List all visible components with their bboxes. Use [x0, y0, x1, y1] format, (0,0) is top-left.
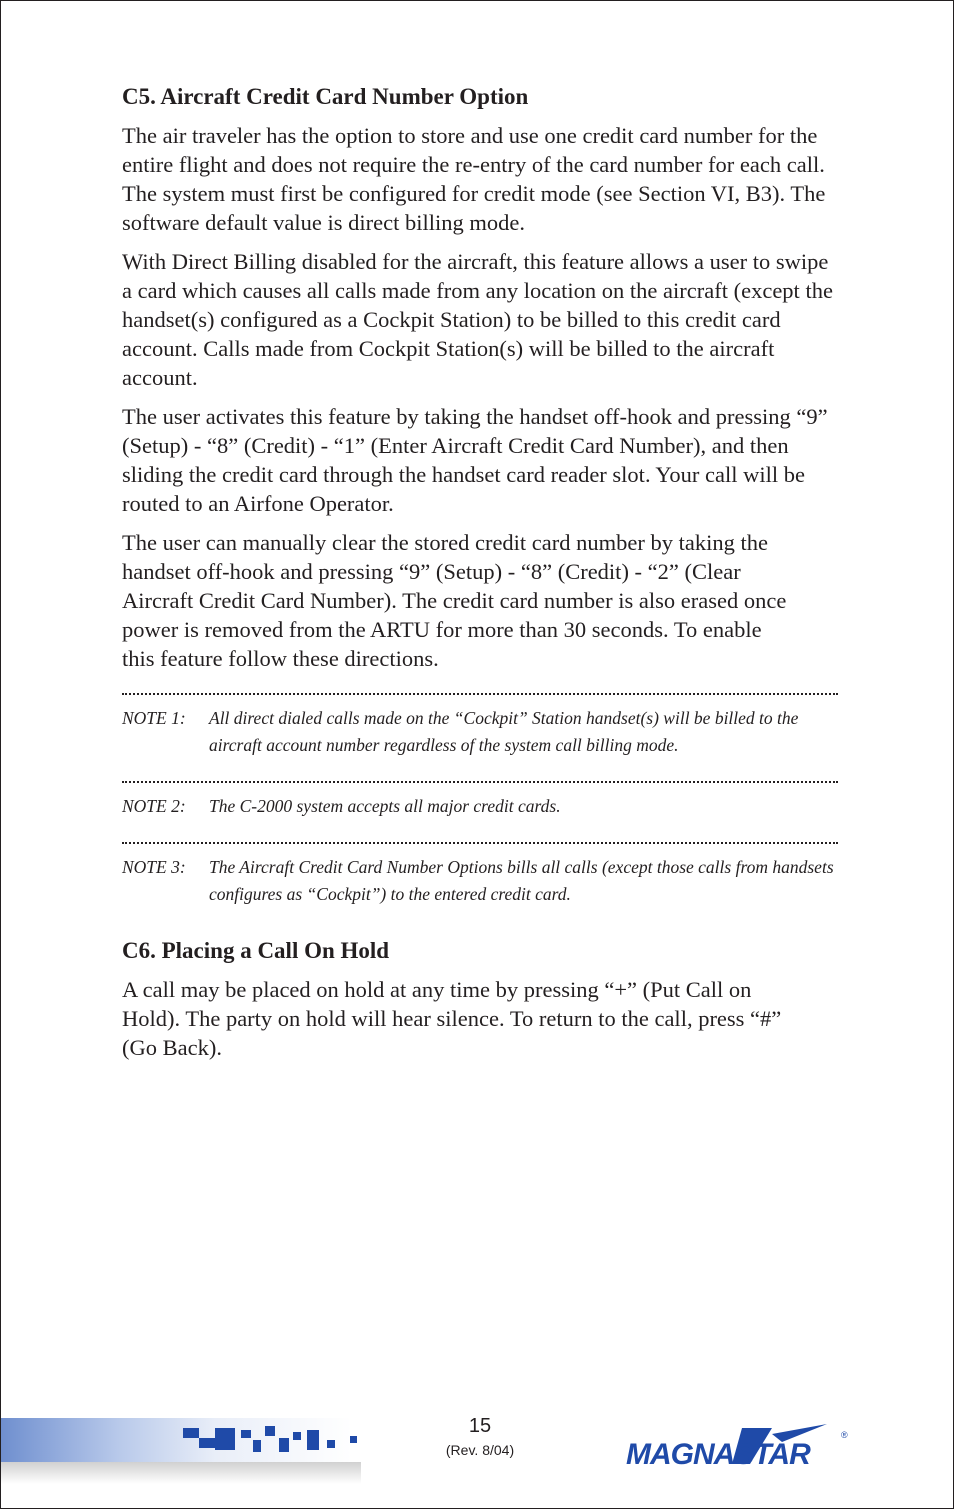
logo-wordmark: MAGNASTAR [626, 1438, 810, 1471]
dotted-divider [122, 781, 838, 783]
note-3-label: NOTE 3: [122, 857, 186, 877]
revision-date: (Rev. 8/04) [445, 1442, 515, 1458]
note-2-label: NOTE 2: [122, 796, 186, 816]
c5-paragraph-2: With Direct Billing disabled for the aircraft, this feature allows a user to swipe a card which causes all calls made from any location on the aircraft (except the handset(s) configured as a Cockpit Station) to be billed to this credit card account. Calls made from Cockpit Station(s) will be billed to the aircraft account. [122, 249, 833, 390]
dotted-divider [122, 693, 838, 695]
page-number: 15 [468, 1415, 492, 1437]
note-2-text: The C-2000 system accepts all major credit cards. [209, 796, 561, 816]
dotted-divider [122, 842, 838, 844]
note-1 [122, 705, 838, 759]
footer-bar-shadow [1, 1462, 361, 1484]
note-3-text: The Aircraft Credit Card Number Options bills all calls (except those calls from handsets configures as “Cockpit”) to the entered credit card. [209, 857, 834, 904]
section-c6-heading: C6. Placing a Call On Hold [122, 938, 390, 963]
page-content [122, 82, 838, 1072]
c5-paragraph-1: The air traveler has the option to store and use one credit card number for the entire flight and does not require the re-entry of the card number for each call. The system must first be configured for credit mode (see Section VI, B3). The software default value is direct billing mode. [122, 123, 826, 235]
c6-paragraph: A call may be placed on hold at any time by pressing “+” (Put Call on Hold). The party on hold will hear silence. To return to the call, press “#” (Go Back). [122, 977, 782, 1060]
note-3 [122, 854, 838, 908]
magnastar-logo [622, 1420, 852, 1476]
registered-mark: ® [841, 1430, 848, 1440]
note-2 [122, 793, 838, 820]
c5-paragraph-4: The user can manually clear the stored credit card number by taking the handset off-hook and pressing “9” (Setup) - “8” (Credit) - “2” (Clear Aircraft Credit Card Number). The credit card number is also erased once power is removed from the ARTU for more than 30 seconds. To enable this feature follow these directions. [122, 530, 787, 671]
note-1-text: All direct dialed calls made on the “Cockpit” Station handset(s) will be billed to the aircraft account number regardless of the system call billing mode. [209, 708, 799, 755]
section-c5-heading: C5. Aircraft Credit Card Number Option [122, 84, 529, 109]
note-1-label: NOTE 1: [122, 708, 186, 728]
c5-paragraph-3: The user activates this feature by taking the handset off-hook and pressing “9” (Setup) - “8” (Credit) - “1” (Enter Aircraft Credit Card Number), and then sliding the credit card through the handset card reader slot. Your call will be routed to an Airfone Operator. [122, 404, 828, 516]
